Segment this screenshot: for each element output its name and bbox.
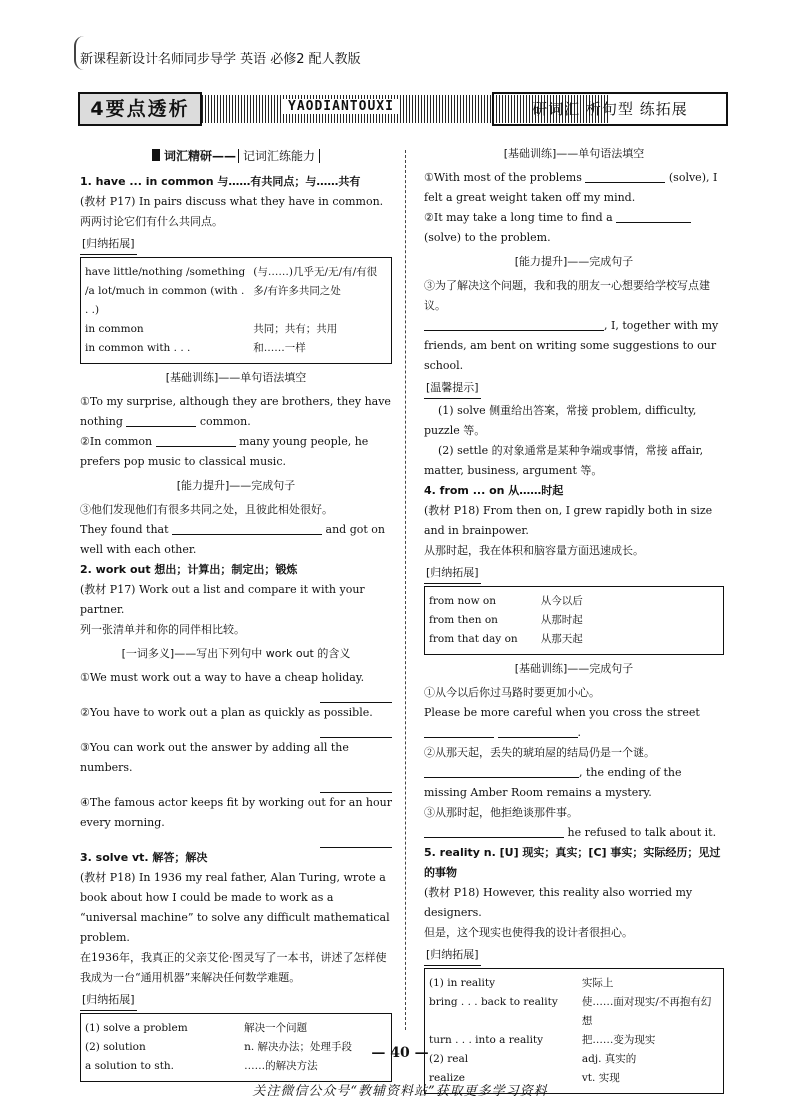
table-row xyxy=(427,974,721,993)
q-text: common. xyxy=(199,415,251,428)
meaning-cell: 把……变为现实 xyxy=(581,1034,656,1046)
summary-tag: [归纳拓展] xyxy=(424,945,481,966)
summary-tag: [归纳拓展] xyxy=(80,234,137,255)
term-cell: bring . . . back to reality xyxy=(429,996,558,1008)
page-number: — 40 — xyxy=(371,1045,429,1061)
term-cell: from now on xyxy=(429,595,497,607)
item-2-translation: 列一张清单并和你的同伴相比较。 xyxy=(80,623,245,636)
ability-heading: [能力提升]——完成句子 xyxy=(176,479,296,492)
item-1-q2 xyxy=(80,432,392,472)
item-1-q3 xyxy=(80,520,392,560)
meaning-cell: 从今以后 xyxy=(540,595,583,607)
q-text: and got on well with each other. xyxy=(80,523,385,556)
drill-heading: [基础训练]——单句语法填空 xyxy=(503,147,645,160)
q2-cn: ②从那天起，丢失的琥珀屋的结局仍是一个谜。 xyxy=(424,746,655,759)
answer-blank[interactable] xyxy=(616,208,691,223)
term-cell: in common xyxy=(85,323,144,335)
meaning-cell: adj. 真实的 xyxy=(581,1053,637,1065)
banner-left: 4要点透析 xyxy=(78,92,202,126)
meaning-cell: 实际上 xyxy=(581,977,614,989)
table-row xyxy=(427,630,721,649)
answer-blank[interactable] xyxy=(424,823,564,838)
meaning-cell: 和……一样 xyxy=(253,342,306,354)
answer-line[interactable] xyxy=(320,688,392,703)
item-1-q1 xyxy=(80,392,392,432)
table-row xyxy=(83,1019,389,1038)
tip-tag: [温馨提示] xyxy=(424,378,481,399)
summary-tag: [归纳拓展] xyxy=(424,563,481,584)
table-row xyxy=(427,592,721,611)
q-text: ②In common xyxy=(80,435,153,448)
q2 xyxy=(424,763,724,803)
item-1-translation: 两两讨论它们有什么共同点。 xyxy=(80,215,223,228)
answer-line[interactable] xyxy=(320,778,392,793)
q-text: ①To my surprise, although they are brothers, they have nothing xyxy=(80,395,391,428)
term-cell: (1) solve a problem xyxy=(85,1022,188,1034)
drill-heading: [基础训练]——单句语法填空 xyxy=(165,371,307,384)
item-4-translation: 从那时起，我在体积和脑容量方面迅速成长。 xyxy=(424,544,644,557)
meaning-cell: ……的解决方法 xyxy=(244,1060,318,1072)
q-text: ①With most of the problems xyxy=(424,171,582,184)
footer-note: 关注微信公众号“教辅资料站”获取更多学习资料 xyxy=(252,1084,548,1099)
q3 xyxy=(424,823,724,843)
table-row xyxy=(83,320,389,339)
meaning-cell: vt. 实现 xyxy=(581,1072,620,1084)
r-q3-cn: ③为了解决这个问题，我和我的朋友一心想要给学校写点建议。 xyxy=(424,279,710,312)
section-heading: 词汇精研—— 记词汇练能力 xyxy=(80,146,392,166)
meaning-cell: (与……)几乎无/无/有/有很多/有许多共同之处 xyxy=(253,266,378,297)
table-row xyxy=(427,611,721,630)
answer-line[interactable] xyxy=(320,833,392,848)
term-cell: (1) in reality xyxy=(429,977,496,989)
book-title: 新课程新设计名师同步导学 英语 必修2 配人教版 xyxy=(80,52,361,67)
left-column xyxy=(80,140,392,1082)
polysemy-heading: [一词多义]——写出下列句中 work out 的含义 xyxy=(121,647,351,660)
term-cell: (2) real xyxy=(429,1053,469,1065)
answer-line[interactable] xyxy=(320,723,392,738)
term-cell: realize xyxy=(429,1072,465,1084)
item-4-example: (教材 P18) From then on, I grew rapidly both in size and in brainpower. xyxy=(424,504,713,537)
section-marker-icon xyxy=(152,149,160,161)
item-3-title: 3. solve vt. 解答；解决 xyxy=(80,851,208,864)
term-cell: (2) solution xyxy=(85,1041,146,1053)
q-text: (solve) to the problem. xyxy=(424,231,551,244)
item-2-s4: ④The famous actor keeps fit by working out for an hour every morning. xyxy=(80,796,392,829)
term-cell: from then on xyxy=(429,614,498,626)
q-text: he refused to talk about it. xyxy=(567,826,717,839)
item-2-example: (教材 P17) Work out a list and compare it with your partner. xyxy=(80,583,365,616)
term-cell: in common with . . . xyxy=(85,342,191,354)
q-text: , the ending of the missing Amber Room remains a mystery. xyxy=(424,766,682,799)
item-5-title: 5. reality n. [U] 现实；真实；[C] 事实；实际经历；见过的事物 xyxy=(424,846,721,879)
term-cell: have little/nothing /something /a lot/much in common (with . . .) xyxy=(85,266,246,316)
item-4-table xyxy=(424,586,724,655)
banner-right: 研词汇 析句型 练拓展 xyxy=(492,92,728,126)
q-text: They found that xyxy=(80,523,169,536)
meaning-cell: 使……面对现实/不再抱有幻想 xyxy=(581,996,712,1027)
q-text: Please be more careful when you cross the street xyxy=(424,706,700,719)
section-title: 词汇精研 xyxy=(163,149,212,163)
item-5-translation: 但是，这个现实也使得我的设计者很担心。 xyxy=(424,926,633,939)
item-1-table xyxy=(80,257,392,364)
q-text: , I, together with my friends, am bent on writing some suggestions to our school. xyxy=(424,319,719,372)
ability-heading: [能力提升]——完成句子 xyxy=(514,255,634,268)
meaning-cell: 共同；共有；共用 xyxy=(253,323,338,335)
item-2-s3: ③You can work out the answer by adding all the numbers. xyxy=(80,741,349,774)
item-2-title: 2. work out 想出；计算出；制定出；锻炼 xyxy=(80,563,298,576)
answer-blank[interactable] xyxy=(498,723,578,738)
section-banner xyxy=(78,92,728,126)
q3-cn: ③从那时起，他拒绝谈那件事。 xyxy=(424,806,578,819)
answer-blank[interactable] xyxy=(156,432,236,447)
meaning-cell: n. 解决办法；处理手段 xyxy=(244,1041,353,1053)
meaning-cell: 从那天起 xyxy=(540,633,583,645)
term-cell: turn . . . into a reality xyxy=(429,1034,544,1046)
answer-blank[interactable] xyxy=(424,316,604,331)
q1: Please be more careful when you cross the street . xyxy=(424,706,700,739)
item-2-s2: ②You have to work out a plan as quickly as possible. xyxy=(80,706,373,719)
term-cell: a solution to sth. xyxy=(85,1060,175,1072)
item-3-translation: 在1936年，我真正的父亲艾伦·图灵写了一本书，讲述了怎样使我成为一台“通用机器”来解决任何数学难题。 xyxy=(80,951,387,984)
answer-blank[interactable] xyxy=(585,168,665,183)
meaning-cell: 解决一个问题 xyxy=(244,1022,308,1034)
table-row xyxy=(83,263,389,320)
term-cell: from that day on xyxy=(429,633,518,645)
item-1-q3-cn: ③他们发现他们有很多共同之处，且彼此相处很好。 xyxy=(80,503,333,516)
table-row xyxy=(427,993,721,1031)
answer-blank[interactable] xyxy=(424,723,494,738)
q-text: (solve), I felt a great weight taken off my mind. xyxy=(424,171,718,204)
item-5-table xyxy=(424,968,724,1094)
item-1-example: (教材 P17) In pairs discuss what they have in common. xyxy=(80,195,384,208)
tip-1: (1) solve 侧重给出答案，常接 problem, difficulty, puzzle 等。 xyxy=(424,404,697,437)
answer-blank[interactable] xyxy=(126,412,196,427)
answer-blank[interactable] xyxy=(172,520,322,535)
summary-tag: [归纳拓展] xyxy=(80,990,137,1011)
q-text: ②It may take a long time to find a xyxy=(424,211,613,224)
section-subtitle: 记词汇练能力 xyxy=(238,149,320,163)
column-divider xyxy=(405,150,406,1030)
item-3-example: (教材 P18) In 1936 my real father, Alan Turing, wrote a book about how I could be made to work as a “universal machine” to solve any difficult mathematical problem. xyxy=(80,871,390,944)
item-5-example: (教材 P18) However, this reality also worried my designers. xyxy=(424,886,693,919)
r-q1 xyxy=(424,168,724,208)
drill-heading-2: [基础训练]——完成句子 xyxy=(514,662,634,675)
right-column xyxy=(424,140,724,1094)
r-q3 xyxy=(424,316,724,376)
r-q2 xyxy=(424,208,724,248)
banner-pinyin: YAODIANTOUXI xyxy=(282,99,400,114)
item-4-title: 4. from ... on 从……时起 xyxy=(424,484,564,497)
answer-blank[interactable] xyxy=(424,763,579,778)
meaning-cell: 从那时起 xyxy=(540,614,583,626)
q-text: many young people, he prefers pop music to classical music. xyxy=(80,435,369,468)
table-row xyxy=(83,339,389,358)
tip-2: (2) settle 的对象通常是某种争端或事情，常接 affair, matter, business, argument 等。 xyxy=(424,444,704,477)
item-1-title: 1. have ... in common 与……有共同点；与……共有 xyxy=(80,175,361,188)
item-2-s1: ①We must work out a way to have a cheap holiday. xyxy=(80,671,365,684)
q1-cn: ①从今以后你过马路时要更加小心。 xyxy=(424,686,600,699)
